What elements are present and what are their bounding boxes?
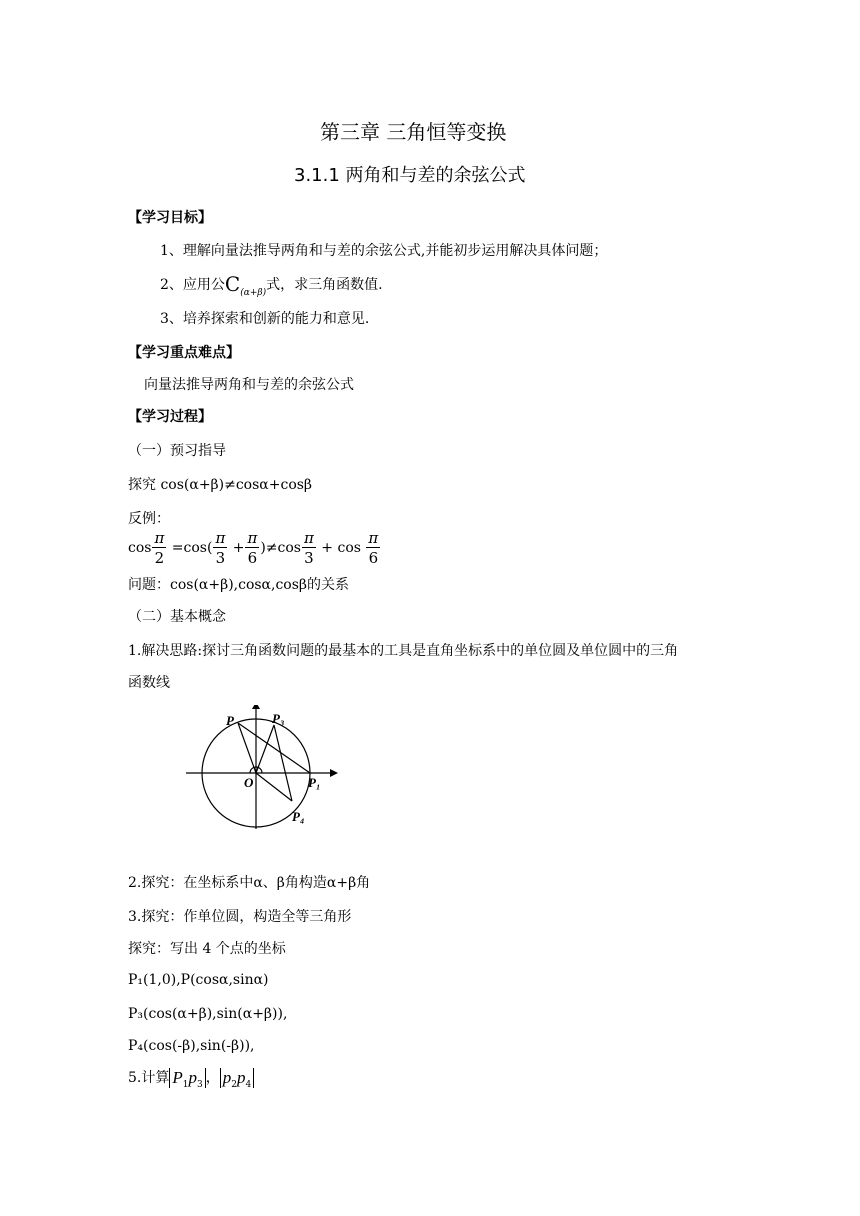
calc-line bbox=[128, 1066, 254, 1090]
x-axis-arrow bbox=[330, 769, 338, 777]
label-o: O bbox=[244, 775, 254, 790]
chapter-title: 第三章 三角恒等变换 bbox=[320, 120, 507, 144]
fraction-denominator: 3 bbox=[304, 548, 314, 567]
formula-cos: cos bbox=[128, 540, 152, 556]
norm-p2p4-sub2: 4 bbox=[245, 1080, 252, 1090]
label-p: P bbox=[226, 713, 234, 728]
norm-p2p4-sub1: 2 bbox=[231, 1080, 237, 1090]
fraction-denominator: 6 bbox=[368, 548, 379, 567]
fraction-pi-over-2 bbox=[152, 529, 166, 568]
counterexample-label: 反例： bbox=[128, 511, 170, 527]
explore-congruent: 3.探究：作单位圆，构造全等三角形 bbox=[128, 909, 352, 925]
fraction-pi-over-3-b bbox=[302, 529, 316, 568]
point-p1-p: P₁(1,0),P(cosα,sinα) bbox=[128, 972, 269, 988]
y-axis-arrow bbox=[252, 705, 260, 709]
goal-item-3: 3、培养探索和创新的能力和意见. bbox=[160, 311, 370, 327]
question-text: 问题：cos(α+β),cosα,cosβ的关系 bbox=[128, 577, 350, 593]
formula-neq-cos: )≠cos bbox=[260, 540, 301, 556]
segment-o-p bbox=[238, 723, 256, 773]
norm-p1p3-sub2: 3 bbox=[196, 1080, 203, 1090]
point-p3: P₃(cos(α+β),sin(α+β)), bbox=[128, 1006, 288, 1022]
explore-coordinates: 探究：写出 4 个点的坐标 bbox=[128, 941, 286, 957]
fraction-pi-over-6-b bbox=[366, 529, 380, 568]
explore-alpha-beta: 2.探究：在坐标系中α、β角构造α+β角 bbox=[128, 875, 371, 891]
goal-item-1: 1、理解向量法推导两角和与差的余弦公式,并能初步运用解决具体问题； bbox=[160, 243, 608, 259]
fraction-numerator: π bbox=[215, 528, 226, 547]
segment-o-p3 bbox=[256, 725, 274, 773]
goal-item-2-prefix: 2、应用公 bbox=[160, 277, 225, 293]
norm-p1p3 bbox=[169, 1068, 205, 1088]
section-title: 3.1.1 两角和与差的余弦公式 bbox=[294, 165, 526, 186]
label-p3: P₃ bbox=[272, 711, 285, 726]
fraction-numerator: π bbox=[247, 528, 258, 547]
formula-plus: + bbox=[232, 540, 245, 556]
formula-eq-cos: =cos( bbox=[171, 540, 213, 556]
concept1-line2: 函数线 bbox=[128, 675, 170, 691]
fraction-pi-over-6 bbox=[245, 529, 259, 568]
concept1-line1: 1.解决思路:探讨三角函数问题的最基本的工具是直角坐标系中的单位圆及单位圆中的三角 bbox=[128, 643, 679, 659]
fraction-numerator: π bbox=[154, 528, 165, 547]
counterexample-formula bbox=[128, 528, 381, 568]
calc-prefix: 5.计算 bbox=[128, 1070, 170, 1086]
norm-p1p3-p2: p bbox=[188, 1068, 197, 1087]
label-p4: P₄ bbox=[292, 809, 305, 824]
goal-item-2 bbox=[160, 272, 383, 298]
key-points-text: 向量法推导两角和与差的余弦公式 bbox=[144, 377, 354, 393]
formula-c-subscript: (α+β) bbox=[240, 288, 267, 298]
explore-cos-sum: 探究 cos(α+β)≠cosα+cosβ bbox=[128, 477, 313, 493]
formula-plus-cos: + cos bbox=[316, 540, 361, 556]
fraction-numerator: π bbox=[304, 528, 314, 547]
point-p4: P₄(cos(-β),sin(-β)), bbox=[128, 1038, 255, 1054]
process-heading: 【学习过程】 bbox=[128, 409, 212, 425]
label-p1: P₁ bbox=[308, 775, 321, 790]
norm-p2p4-p: p bbox=[222, 1068, 232, 1087]
fraction-denominator: 6 bbox=[247, 548, 258, 567]
fraction-pi-over-3 bbox=[213, 529, 227, 568]
norm-p1p3-sub1: 1 bbox=[182, 1080, 189, 1090]
unit-circle-diagram bbox=[180, 705, 350, 840]
part2-heading: （二）基本概念 bbox=[128, 609, 226, 625]
norm-p2p4-p2: p bbox=[236, 1068, 246, 1087]
fraction-numerator: π bbox=[368, 528, 379, 547]
key-points-heading: 【学习重点难点】 bbox=[128, 345, 240, 361]
segment-p-p1 bbox=[238, 723, 310, 773]
part1-heading: （一）预习指导 bbox=[128, 443, 226, 459]
norm-p2p4 bbox=[220, 1068, 254, 1088]
fraction-denominator: 3 bbox=[215, 548, 226, 567]
norm-p1p3-p: P bbox=[172, 1068, 183, 1087]
formula-c-symbol: C bbox=[224, 272, 241, 296]
fraction-denominator: 2 bbox=[154, 548, 165, 567]
goal-item-2-suffix: 式，求三角函数值. bbox=[266, 277, 383, 293]
calc-separator: ， bbox=[205, 1070, 220, 1086]
goals-heading: 【学习目标】 bbox=[128, 210, 212, 226]
